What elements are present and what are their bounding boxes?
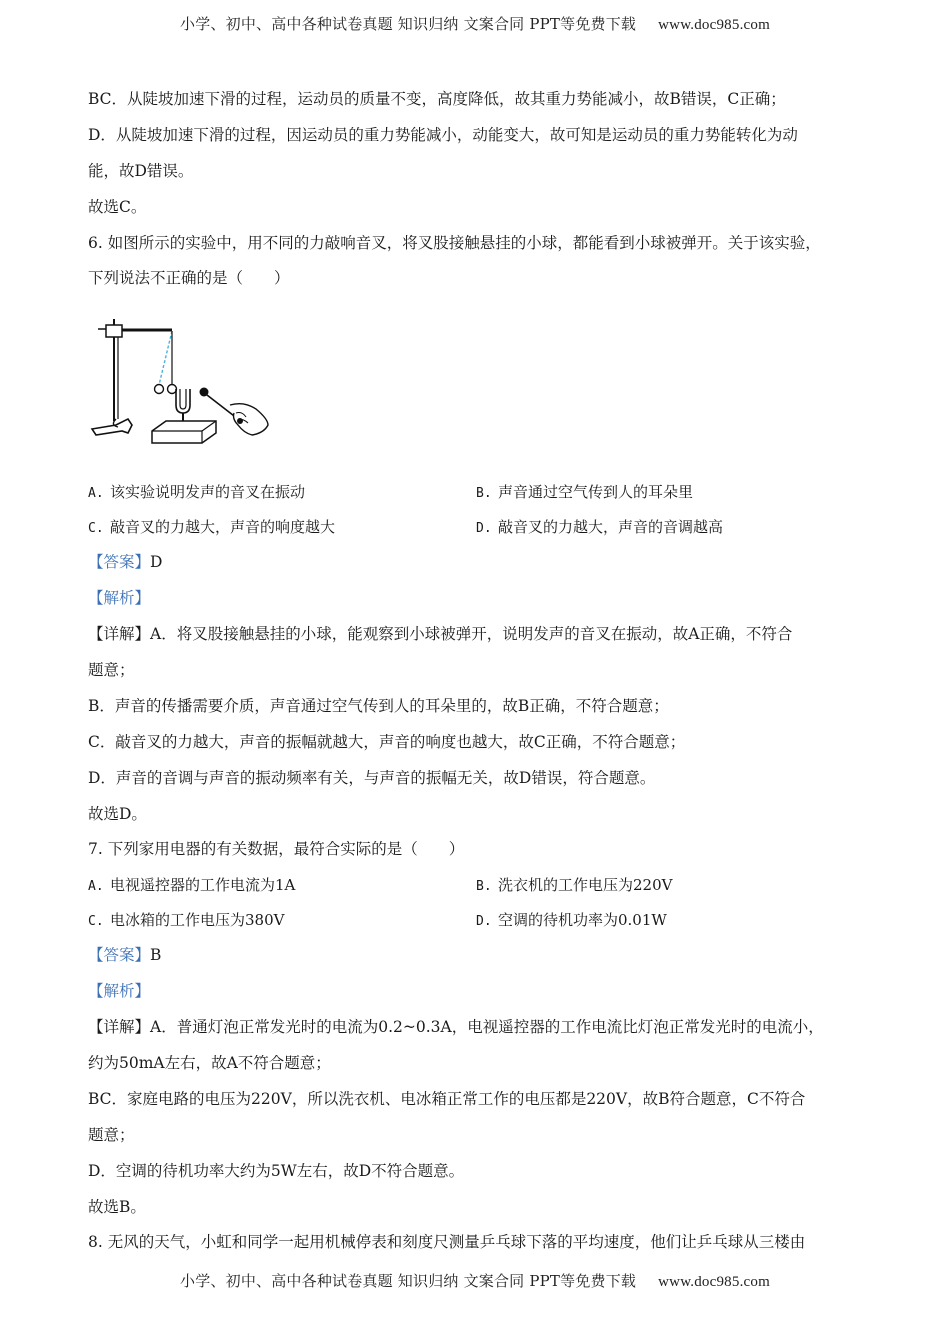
q6-answer bbox=[88, 549, 868, 585]
option-text: 敲音叉的力越大，声音的音调越高 bbox=[498, 518, 724, 537]
analysis-tag: 【解析】 bbox=[88, 589, 151, 608]
q6-detail-d: D．声音的音调与声音的振动频率有关，与声音的振幅无关，故D错误，符合题意。 bbox=[88, 768, 656, 787]
q6-option-d[interactable] bbox=[476, 514, 864, 549]
tuning-fork-diagram bbox=[88, 301, 288, 461]
option-key: A. bbox=[88, 486, 104, 502]
q7-stem: 7. 下列家用电器的有关数据，最符合实际的是（ ） bbox=[88, 840, 465, 859]
q6-options-row2 bbox=[88, 514, 868, 549]
q5-choice: 故选C。 bbox=[88, 197, 147, 216]
option-key: C. bbox=[88, 521, 104, 537]
page-footer bbox=[0, 1270, 950, 1291]
page-header bbox=[0, 13, 950, 34]
hand bbox=[230, 404, 268, 435]
answer-value: B bbox=[150, 946, 162, 965]
q6-detail-b: B．声音的传播需要介质，声音通过空气传到人的耳朵里的，故B正确，不符合题意； bbox=[88, 696, 669, 715]
q6-option-a[interactable] bbox=[88, 479, 476, 514]
answer-tag: 【答案】 bbox=[88, 553, 151, 572]
q5-bc-line: BC．从陡坡加速下滑的过程，运动员的质量不变，高度降低，故其重力势能减小，故B错误，C正确； bbox=[88, 90, 786, 108]
tuning-fork-figure bbox=[88, 301, 868, 479]
footer-url[interactable]: www.doc985.com bbox=[658, 1274, 770, 1290]
q7-option-d[interactable] bbox=[476, 907, 864, 942]
document-body bbox=[88, 86, 868, 1265]
tuning-fork-inner bbox=[180, 389, 186, 409]
option-key: B. bbox=[476, 486, 492, 502]
detail-text: A．将叉股接触悬挂的小球，能观察到小球被弹开，说明发声的音叉在振动，故A正确，不符合 bbox=[150, 625, 793, 644]
q7-option-b[interactable] bbox=[476, 872, 864, 907]
q7-choice: 故选B。 bbox=[88, 1197, 146, 1216]
clamp bbox=[106, 325, 122, 337]
q6-options-row1 bbox=[88, 479, 868, 514]
option-text: 空调的待机功率为0.01W bbox=[498, 911, 667, 930]
q6-analysis bbox=[88, 585, 868, 621]
option-text: 该实验说明发声的音叉在振动 bbox=[110, 483, 306, 502]
q6-stem-line2: 下列说法不正确的是（ ） bbox=[88, 269, 290, 288]
q7-options-row2 bbox=[88, 907, 868, 942]
q6-option-c[interactable] bbox=[88, 514, 476, 549]
answer-tag: 【答案】 bbox=[88, 946, 151, 965]
q7-detail-d: D．空调的待机功率大约为5W左右，故D不符合题意。 bbox=[88, 1161, 465, 1180]
swung-ball bbox=[155, 385, 164, 394]
q7-analysis bbox=[88, 978, 868, 1014]
q6-stem-line1: 6. 如图所示的实验中，用不同的力敲响音叉，将叉股接触悬挂的小球，都能看到小球被弹开。关于该实验， bbox=[88, 233, 821, 252]
q7-options-row1 bbox=[88, 872, 868, 907]
q6-detail-c: C．敲音叉的力越大，声音的振幅就越大，声音的响度也越大，故C正确，不符合题意； bbox=[88, 732, 686, 751]
option-text: 声音通过空气传到人的耳朵里 bbox=[498, 483, 694, 502]
option-text: 敲音叉的力越大，声音的响度越大 bbox=[110, 518, 336, 537]
answer-value: D bbox=[150, 553, 163, 572]
footer-text: 小学、初中、高中各种试卷真题 知识归纳 文案合同 PPT等免费下载 bbox=[180, 1272, 637, 1290]
stand-base bbox=[92, 419, 132, 435]
option-key: A. bbox=[88, 879, 104, 895]
q5-d-line2: 能，故D错误。 bbox=[88, 161, 194, 180]
hand-grip bbox=[237, 418, 243, 424]
q7-option-a[interactable] bbox=[88, 872, 476, 907]
resonance-box bbox=[152, 421, 216, 443]
swung-string bbox=[159, 331, 172, 385]
detail-tag: 【详解】 bbox=[88, 1018, 151, 1037]
option-key: D. bbox=[476, 914, 492, 930]
option-key: B. bbox=[476, 879, 492, 895]
q7-detail-a2: 约为50mA左右，故A不符合题意； bbox=[88, 1054, 331, 1073]
option-key: C. bbox=[88, 914, 104, 930]
header-text: 小学、初中、高中各种试卷真题 知识归纳 文案合同 PPT等免费下载 bbox=[180, 15, 637, 33]
q6-option-b[interactable] bbox=[476, 479, 864, 514]
q7-detail-bc2: 题意； bbox=[88, 1125, 135, 1144]
q6-detail-a2: 题意； bbox=[88, 661, 135, 680]
q6-detail-a1 bbox=[88, 621, 868, 657]
header-url[interactable]: www.doc985.com bbox=[658, 17, 770, 33]
option-key: D. bbox=[476, 521, 492, 537]
detail-text: A．普通灯泡正常发光时的电流为0.2~0.3A，电视遥控器的工作电流比灯泡正常发光时的电流小， bbox=[150, 1018, 824, 1037]
analysis-tag: 【解析】 bbox=[88, 982, 151, 1001]
q7-answer bbox=[88, 942, 868, 978]
q7-detail-a1 bbox=[88, 1014, 868, 1050]
q7-option-c[interactable] bbox=[88, 907, 476, 942]
option-text: 电视遥控器的工作电流为1A bbox=[110, 876, 296, 895]
option-text: 洗衣机的工作电压为220V bbox=[498, 876, 673, 895]
q7-detail-bc1: BC．家庭电路的电压为220V，所以洗衣机、电冰箱正常工作的电压都是220V，故B符合题意，C不符合 bbox=[88, 1089, 806, 1108]
detail-tag: 【详解】 bbox=[88, 625, 151, 644]
suspended-ball bbox=[168, 385, 177, 394]
q5-d-line1: D．从陡坡加速下滑的过程，因运动员的重力势能减小，动能变大，故可知是运动员的重力势能转化为动 bbox=[88, 125, 798, 144]
option-text: 电冰箱的工作电压为380V bbox=[110, 911, 285, 930]
q8-stem-line1: 8. 无风的天气，小虹和同学一起用机械停表和刻度尺测量乒乓球下落的平均速度，他们让乒乓球从三楼由 bbox=[88, 1233, 806, 1252]
q6-choice: 故选D。 bbox=[88, 804, 147, 823]
